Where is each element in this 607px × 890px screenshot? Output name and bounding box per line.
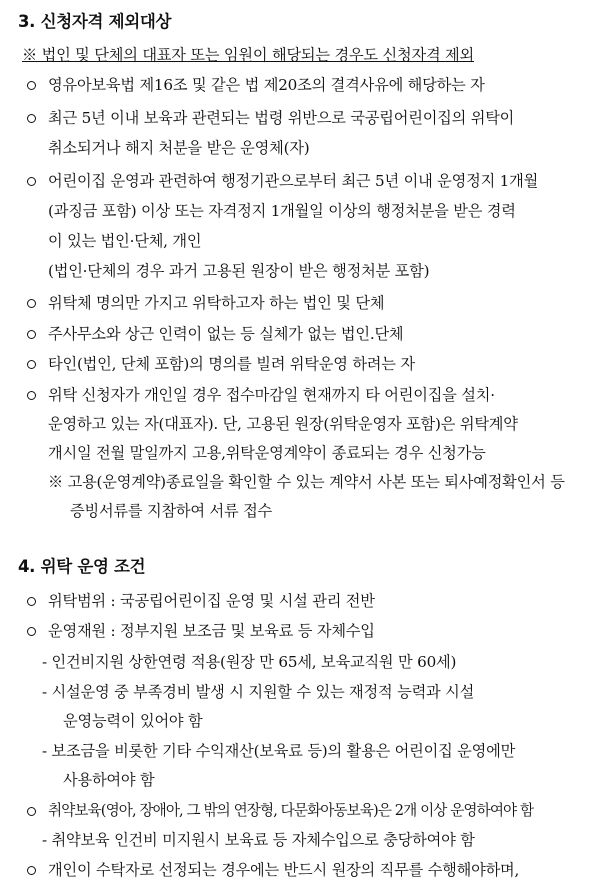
exclusion-item-7-line-1: 위탁 신청자가 개인일 경우 접수마감일 현재까지 타 어린이집을 설치·	[48, 386, 495, 404]
section-3-heading: 3. 신청자격 제외대상	[18, 12, 172, 31]
circle-bullet-icon	[27, 866, 36, 875]
condition-item-2: 운영재원 : 정부지원 보조금 및 보육료 등 자체수입	[48, 622, 375, 640]
exclusion-item-3-line-2: (과징금 포함) 이상 또는 자격정지 1개월일 이상의 행정처분을 받은 경력	[48, 202, 516, 220]
exclusion-item-6: 타인(법인, 단체 포함)의 명의를 빌려 위탁운영 하려는 자	[48, 355, 415, 373]
exclusion-item-4: 위탁체 명의만 가지고 위탁하고자 하는 법인 및 단체	[48, 294, 385, 312]
condition-dash-2-line-1: - 시설운영 중 부족경비 발생 시 지원할 수 있는 재정적 능력과 시설	[42, 683, 475, 701]
circle-bullet-icon	[27, 114, 36, 123]
circle-bullet-icon	[27, 391, 36, 400]
section-4-heading: 4. 위탁 운영 조건	[18, 557, 146, 576]
exclusion-item-3-line-1: 어린이집 운영과 관련하여 행정기관으로부터 최근 5년 이내 운영정지 1개월	[48, 172, 539, 190]
circle-bullet-icon	[27, 627, 36, 636]
condition-item-3: 취약보육(영아, 장애아, 그 밖의 연장형, 다문화아동보육)은 2개 이상 운영하여야 함	[48, 802, 534, 819]
exclusion-item-5: 주사무소와 상근 인력이 없는 등 실체가 없는 법인.단체	[48, 325, 404, 343]
condition-dash-3-line-2: 사용하여야 함	[63, 771, 155, 789]
condition-item-4: 개인이 수탁자로 선정되는 경우에는 반드시 원장의 직무를 수행해야하며,	[48, 861, 520, 879]
circle-bullet-icon	[27, 360, 36, 369]
condition-dash-4: - 취약보육 인건비 미지원시 보육료 등 자체수입으로 충당하여야 함	[42, 831, 475, 849]
condition-dash-1: - 인건비지원 상한연령 적용(원장 만 65세, 보육교직원 만 60세)	[42, 653, 457, 671]
circle-bullet-icon	[27, 299, 36, 308]
exclusion-item-2-line-2: 취소되거나 해지 처분을 받은 운영체(자)	[48, 139, 310, 157]
circle-bullet-icon	[27, 81, 36, 90]
circle-bullet-icon	[27, 807, 36, 816]
exclusion-item-7-line-3: 개시일 전월 말일까지 고용,위탁운영계약이 종료되는 경우 신청가능	[48, 444, 486, 462]
exclusion-item-2-line-1: 최근 5년 이내 보육과 관련되는 법령 위반으로 국공립어린이집의 위탁이	[48, 109, 515, 127]
condition-item-1: 위탁범위 : 국공립어린이집 운영 및 시설 관리 전반	[48, 592, 375, 610]
condition-dash-2-line-2: 운영능력이 있어야 함	[63, 712, 203, 730]
circle-bullet-icon	[27, 597, 36, 606]
circle-bullet-icon	[27, 177, 36, 186]
exclusion-item-1: 영유아보육법 제16조 및 같은 법 제20조의 결격사유에 해당하는 자	[48, 76, 485, 94]
circle-bullet-icon	[27, 330, 36, 339]
condition-dash-3-line-1: - 보조금을 비롯한 기타 수익재산(보육료 등)의 활용은 어린이집 운영에만	[42, 742, 516, 760]
section-3-subnote-line-2: 증빙서류를 지참하여 서류 접수	[70, 502, 273, 520]
section-3-note: ※ 법인 및 단체의 대표자 또는 임원이 해당되는 경우도 신청자격 제외	[22, 46, 474, 64]
exclusion-item-3-line-4: (법인·단체의 경우 과거 고용된 원장이 받은 행정처분 포함)	[48, 262, 430, 280]
exclusion-item-7-line-2: 운영하고 있는 자(대표자). 단, 고용된 원장(위탁운영자 포함)은 위탁계약	[48, 415, 518, 433]
exclusion-item-3-line-3: 이 있는 법인·단체, 개인	[48, 232, 202, 250]
section-3-subnote-line-1: ※ 고용(운영계약)종료일을 확인할 수 있는 계약서 사본 또는 퇴사예정확인서 등	[48, 473, 565, 491]
